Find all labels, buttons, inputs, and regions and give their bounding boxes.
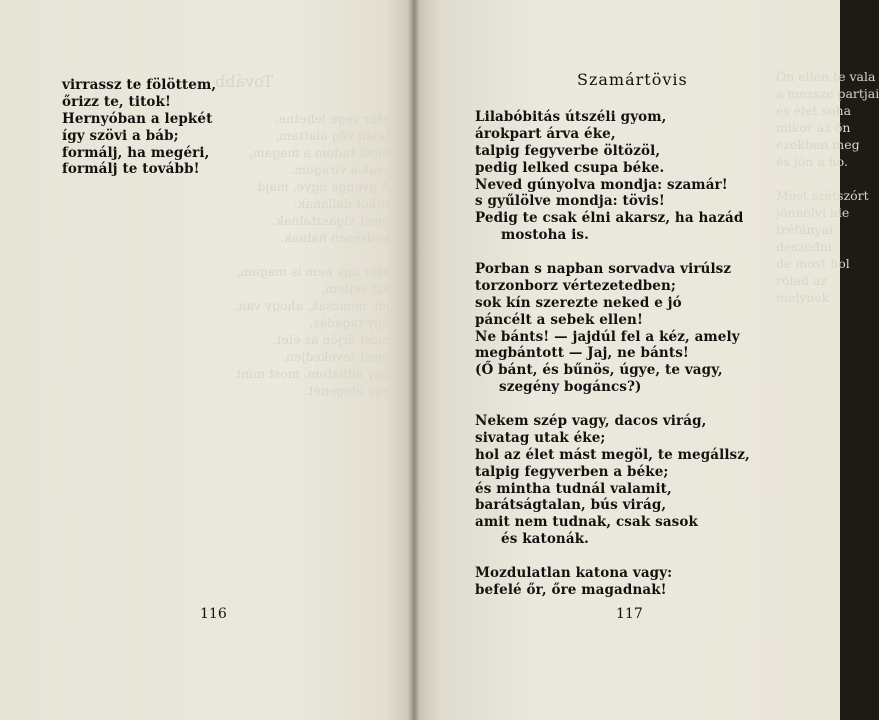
poem-line: páncélt a sebek ellen! — [475, 311, 643, 328]
poem-line: talpig fegyverben a béke; — [475, 463, 669, 480]
poem-line: Neved gúnyolva mondja: szamár! — [475, 176, 728, 193]
poem-line: talpig fegyverbe öltözöl, — [475, 142, 661, 159]
poem-line: Nekem szép vagy, dacos virág, — [475, 413, 707, 430]
gutter-shadow — [408, 0, 420, 720]
poem-line: pedig lelked csupa béke. — [475, 159, 665, 176]
bleed-through-text: Ön ellen te vala a messze partjai és élet soha mikor az ön ezekben meg és jön a ho. Most szétszórt jönnélyi ide tréfányai deszedni de most hol rólad az melynek — [776, 69, 879, 305]
poem-line: formálj te tovább! — [62, 161, 200, 178]
stanza-break — [475, 548, 750, 565]
poem-line: szegény bogáncs?) — [499, 379, 642, 396]
poem-line: így szövi a báb; — [62, 127, 179, 144]
poem-line: Porban s napban sorvadva virúlsz — [475, 261, 732, 278]
poem-line: Ne bánts! — jajdúl fel a kéz, amely — [475, 328, 740, 345]
poem-line: formálj, ha megéri, — [62, 144, 210, 161]
poem-line: Mozdulatlan katona vagy: — [475, 565, 673, 582]
left-page — [0, 0, 414, 720]
poem-line: Pedig te csak élni akarsz, ha hazád — [475, 210, 744, 227]
poem-line: Lilabóbitás útszéli gyom, — [475, 109, 667, 125]
poem-line: befelé őr, őre magadnak! — [475, 581, 667, 598]
page-number: 117 — [616, 606, 643, 622]
poem-line: hol az élet mást megöl, te megállsz, — [475, 446, 750, 463]
poem-line: barátságtalan, bús virág, — [475, 497, 667, 514]
poem-line: Hernyóban a lepkét — [62, 110, 213, 127]
poem-line: és mintha tudnál valamit, — [475, 480, 672, 497]
poem-line: amit nem tudnak, csak sasok — [475, 514, 698, 531]
stanza-break — [475, 244, 750, 261]
poem-line: és katonák. — [501, 531, 589, 548]
stanza-break — [475, 396, 750, 413]
poem-line: árokpart árva éke, — [475, 125, 616, 142]
bleed-through-title: Tovább — [215, 72, 274, 91]
poem-line: megbántott — Jaj, ne bánts! — [475, 345, 689, 362]
right-poem — [475, 109, 750, 599]
bleed-through-text: Már vége lehetne, talán vég alattam, most tudom a magam, csak a viragom. A gyenge ugye, majd titkot dallanak, most vigasztalnak, kedvesen halnak. Már úgy nem is magam, azt sejtem, jól, nemcsak, ahogy van, úgy tagadás, most őrjön az élet, most tevekedjen, úgy adhatom, most mint egy idegenét. — [234, 111, 390, 398]
poem-line: torzonborz vértezetedben; — [475, 277, 676, 294]
poem-title: Szamártövis — [577, 70, 688, 89]
poem-line: sok kín szerezte neked e jó — [475, 294, 682, 311]
page-number: 116 — [200, 606, 227, 622]
left-poem — [62, 77, 216, 178]
poem-line: (Ő bánt, és bűnös, úgye, te vagy, — [475, 362, 723, 379]
poem-line: mostoha is. — [501, 227, 589, 244]
poem-line: virrassz te fölöttem, — [62, 77, 217, 93]
poem-line: őrizz te, titok! — [62, 93, 171, 110]
poem-line: sivatag utak éke; — [475, 429, 606, 446]
poem-line: s gyűlölve mondja: tövis! — [475, 193, 665, 210]
right-page — [414, 0, 879, 720]
